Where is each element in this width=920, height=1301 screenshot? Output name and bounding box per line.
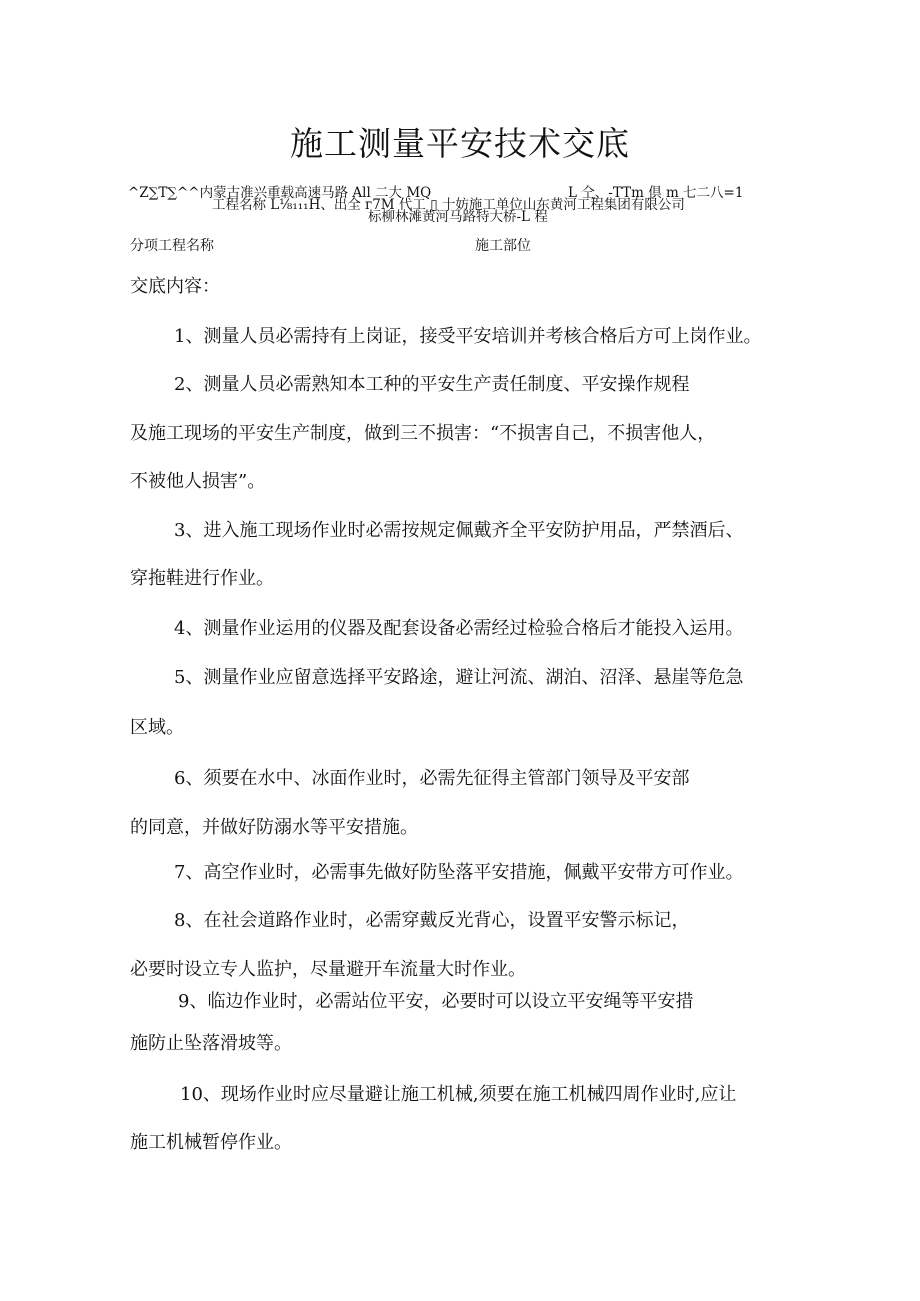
paragraph-line: 及施工现场的平安生产制度，做到三不损害：“不损害自己，不损害他人， [130, 423, 716, 444]
header-garbled-line-2: 工程名称 L⅛₁₁₁H、出全 г7M 代工 ▯ 十妨施工单位山东黄河工程集团有限公司 [212, 197, 685, 213]
paragraph-line: 9、临边作业时，必需站位平安，必要时可以设立平安绳等平安措 [178, 991, 694, 1012]
paragraph-line: 7、高空作业时，必需事先做好防坠落平安措施，佩戴平安带方可作业。 [174, 862, 744, 883]
paragraph-line: 施工机械暂停作业。 [130, 1132, 292, 1153]
paragraph-line: 1、测量人员必需持有上岗证，接受平安培训并考核合格后方可上岗作业。 [174, 326, 762, 347]
paragraph-line: 穿拖鞋进行作业。 [130, 568, 274, 589]
page-title: 施工测量平安技术交底 [290, 124, 630, 163]
paragraph-line: 4、测量作业运用的仪器及配套设备必需经过检验合格后才能投入运用。 [174, 618, 744, 639]
paragraph-line: 的同意，并做好防溺水等平安措施。 [130, 817, 418, 838]
paragraph-line: 8、在社会道路作业时，必需穿戴反光背心，设置平安警示标记， [174, 910, 690, 931]
paragraph-line: 6、须要在水中、冰面作业时，必需先征得主管部门领导及平安部 [174, 768, 690, 789]
paragraph-line: 2、测量人员必需熟知本工种的平安生产责任制度、平安操作规程 [174, 374, 690, 395]
header-garbled-line-3: 标柳林滩黄河马路特大桥-L 程 [368, 209, 548, 225]
paragraph-line: 3、进入施工现场作业时必需按规定佩戴齐全平安防护用品，严禁酒后、 [174, 520, 744, 541]
paragraph-line: 10、现场作业时应尽量避让施工机械,须要在施工机械四周作业时,应让 [180, 1084, 737, 1105]
paragraph-line: 区域。 [130, 717, 184, 738]
paragraph-line: 不被他人损害”。 [130, 471, 266, 492]
paragraph-line: 必要时设立专人监护，尽量避开车流量大时作业。 [130, 959, 526, 980]
work-location-label: 施工部位 [475, 238, 531, 254]
header-garbled-line-1-right: L 仝、-TTm 倶 m 七二八=1 [568, 185, 744, 201]
header-garbled-line-1: ^Z∑T∑^^内蒙古准兴重载高速马路 All 二大 MQ [128, 185, 432, 201]
sub-project-label: 分项工程名称 [130, 238, 214, 254]
content-heading: 交底内容： [130, 276, 220, 297]
paragraph-line: 5、测量作业应留意选择平安路途，避让河流、湖泊、沼泽、悬崖等危急 [174, 667, 744, 688]
paragraph-line: 施防止坠落滑坡等。 [130, 1033, 292, 1054]
